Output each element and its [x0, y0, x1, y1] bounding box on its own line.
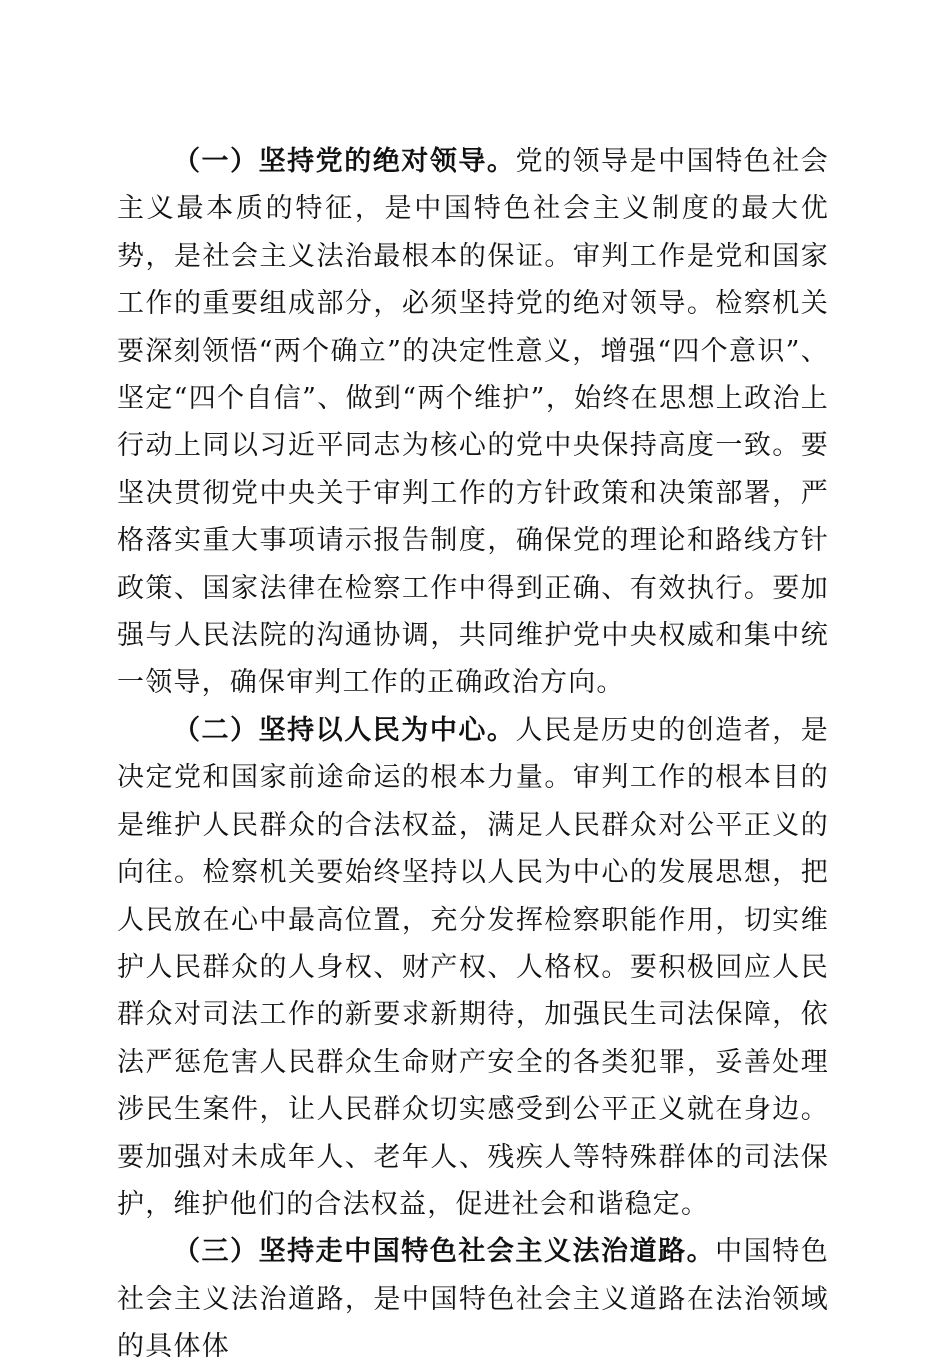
- section-body-1: 党的领导是中国特色社会主义最本质的特征，是中国特色社会主义制度的最大优势，是社会主义法治最根本的保证。审判工作是党和国家工作的重要组成部分，必须坚持党的绝对领导。检察机关要深刻领悟“两个确立”的决定性意义，增强“四个意识”、坚定“四个自信”、做到“两个维护”，始终在思想上政治上行动上同以习近平同志为核心的党中央保持高度一致。要坚决贯彻党中央关于审判工作的方针政策和决策部署，严格落实重大事项请示报告制度，确保党的理论和路线方针政策、国家法律在检察工作中得到正确、有效执行。要加强与人民法院的沟通协调，共同维护党中央权威和集中统一领导，确保审判工作的正确政治方向。: [117, 146, 829, 699]
- paragraph-party-leadership: [117, 138, 829, 707]
- paragraph-rule-of-law-path: [117, 1228, 829, 1370]
- section-heading-2: （二）坚持以人民为中心。: [173, 714, 516, 746]
- paragraph-people-centered: [117, 707, 829, 1228]
- section-body-2: 人民是历史的创造者，是决定党和国家前途命运的根本力量。审判工作的根本目的是维护人民群众的合法权益，满足人民群众对公平正义的向往。检察机关要始终坚持以人民为中心的发展思想，把人民放在心中最高位置，充分发挥检察职能作用，切实维护人民群众的人身权、财产权、人格权。要积极回应人民群众对司法工作的新要求新期待，加强民生司法保障，依法严惩危害人民群众生命财产安全的各类犯罪，妥善处理涉民生案件，让人民群众切实感受到公平正义就在身边。要加强对未成年人、老年人、残疾人等特殊群体的司法保护，维护他们的合法权益，促进社会和谐稳定。: [117, 714, 829, 1220]
- section-heading-3: （三）坚持走中国特色社会主义法治道路。: [173, 1236, 716, 1268]
- section-body-3: 中国特色社会主义法治道路，是中国特色社会主义道路在法治领域的具体体: [117, 1236, 829, 1363]
- document-page: [117, 138, 829, 1371]
- section-heading-1: （一）坚持党的绝对领导。: [173, 146, 516, 177]
